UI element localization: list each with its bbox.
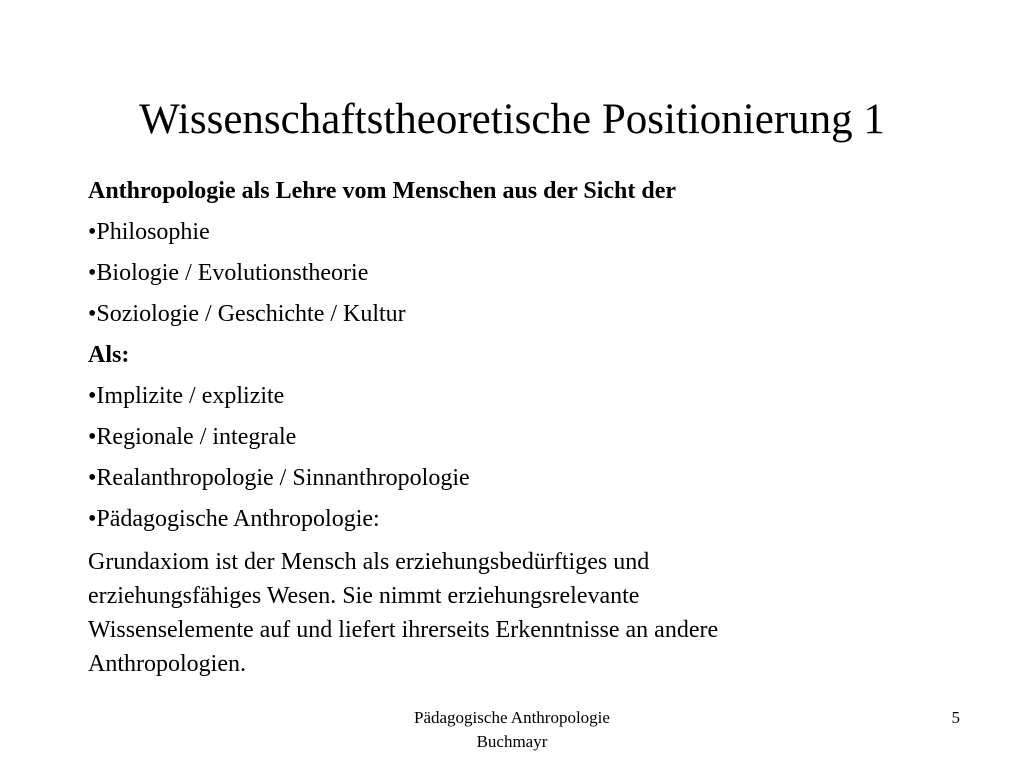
als-heading: Als: — [88, 342, 130, 368]
bullet-realanthropologie: •Realanthropologie / Sinnanthropologie — [88, 465, 470, 491]
paragraph-line: erziehungsfähiges Wesen. Sie nimmt erziehungsrelevante — [88, 583, 640, 609]
intro-heading: Anthropologie als Lehre vom Menschen aus der Sicht der — [88, 178, 677, 204]
grundaxiom-paragraph — [88, 545, 968, 681]
bullet-philosophie: •Philosophie — [88, 219, 210, 245]
page-number: 5 — [951, 708, 960, 727]
footer-course-title: Pädagogische Anthropologie — [414, 708, 610, 727]
bullet-regionale: •Regionale / integrale — [88, 424, 297, 450]
footer-course-info — [350, 706, 674, 754]
slide-title: Wissenschaftstheoretische Positionierung 1 — [139, 96, 885, 143]
footer-author: Buchmayr — [476, 732, 548, 751]
bullet-implizite: •Implizite / explizite — [88, 383, 285, 409]
paragraph-line: Wissenselemente auf und liefert ihrerseits Erkenntnisse an andere — [88, 617, 719, 643]
paragraph-line: Grundaxiom ist der Mensch als erziehungsbedürftiges und — [88, 549, 650, 575]
slide-content — [88, 176, 968, 681]
bullet-paedagogische: •Pädagogische Anthropologie: — [88, 506, 380, 532]
paragraph-line: Anthropologien. — [88, 651, 246, 677]
bullet-biologie: •Biologie / Evolutionstheorie — [88, 260, 369, 286]
bullet-soziologie: •Soziologie / Geschichte / Kultur — [88, 301, 406, 327]
